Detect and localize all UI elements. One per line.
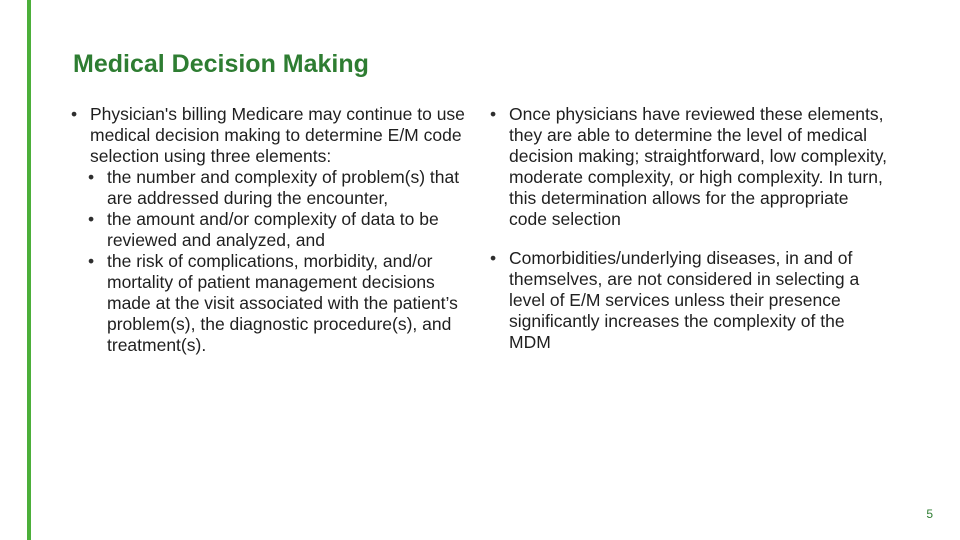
sub-bullet-item xyxy=(71,251,471,356)
bullet-item xyxy=(71,104,471,167)
sub-bullet-item xyxy=(71,209,471,251)
bullet-icon: • xyxy=(490,248,497,268)
left-column xyxy=(71,104,471,356)
spacer xyxy=(490,230,890,248)
page-number: 5 xyxy=(926,507,933,521)
bullet-item xyxy=(490,248,890,353)
accent-bar xyxy=(27,0,31,540)
bullet-icon: • xyxy=(88,167,95,187)
bullet-icon: • xyxy=(490,104,497,124)
bullet-item xyxy=(490,104,890,230)
bullet-text: Once physicians have reviewed these elements, they are able to determine the level of medical decision making; straightforward, low complexity, moderate complexity, or high complexity. In turn, this determination allows for the appropriate code selection xyxy=(509,104,888,229)
slide-title: Medical Decision Making xyxy=(73,50,369,78)
bullet-text: Comorbidities/underlying diseases, in and of themselves, are not considered in selecting a level of E/M services unless their presence significantly increases the complexity of the MDM xyxy=(509,248,860,352)
bullet-icon: • xyxy=(88,209,95,229)
sub-bullet-item xyxy=(71,167,471,209)
bullet-text: Physician's billing Medicare may continue to use medical decision making to determine E/M code selection using three elements: xyxy=(90,104,465,166)
right-column xyxy=(490,104,890,353)
bullet-icon: • xyxy=(71,104,78,124)
sub-bullet-text: the amount and/or complexity of data to be reviewed and analyzed, and xyxy=(107,209,439,250)
sub-bullet-text: the number and complexity of problem(s) that are addressed during the encounter, xyxy=(107,167,460,208)
bullet-icon: • xyxy=(88,251,95,271)
sub-bullet-text: the risk of complications, morbidity, and/or mortality of patient management decisions made at the visit associated with the patient’s problem(s), the diagnostic procedure(s), and treatment(s). xyxy=(107,251,458,355)
